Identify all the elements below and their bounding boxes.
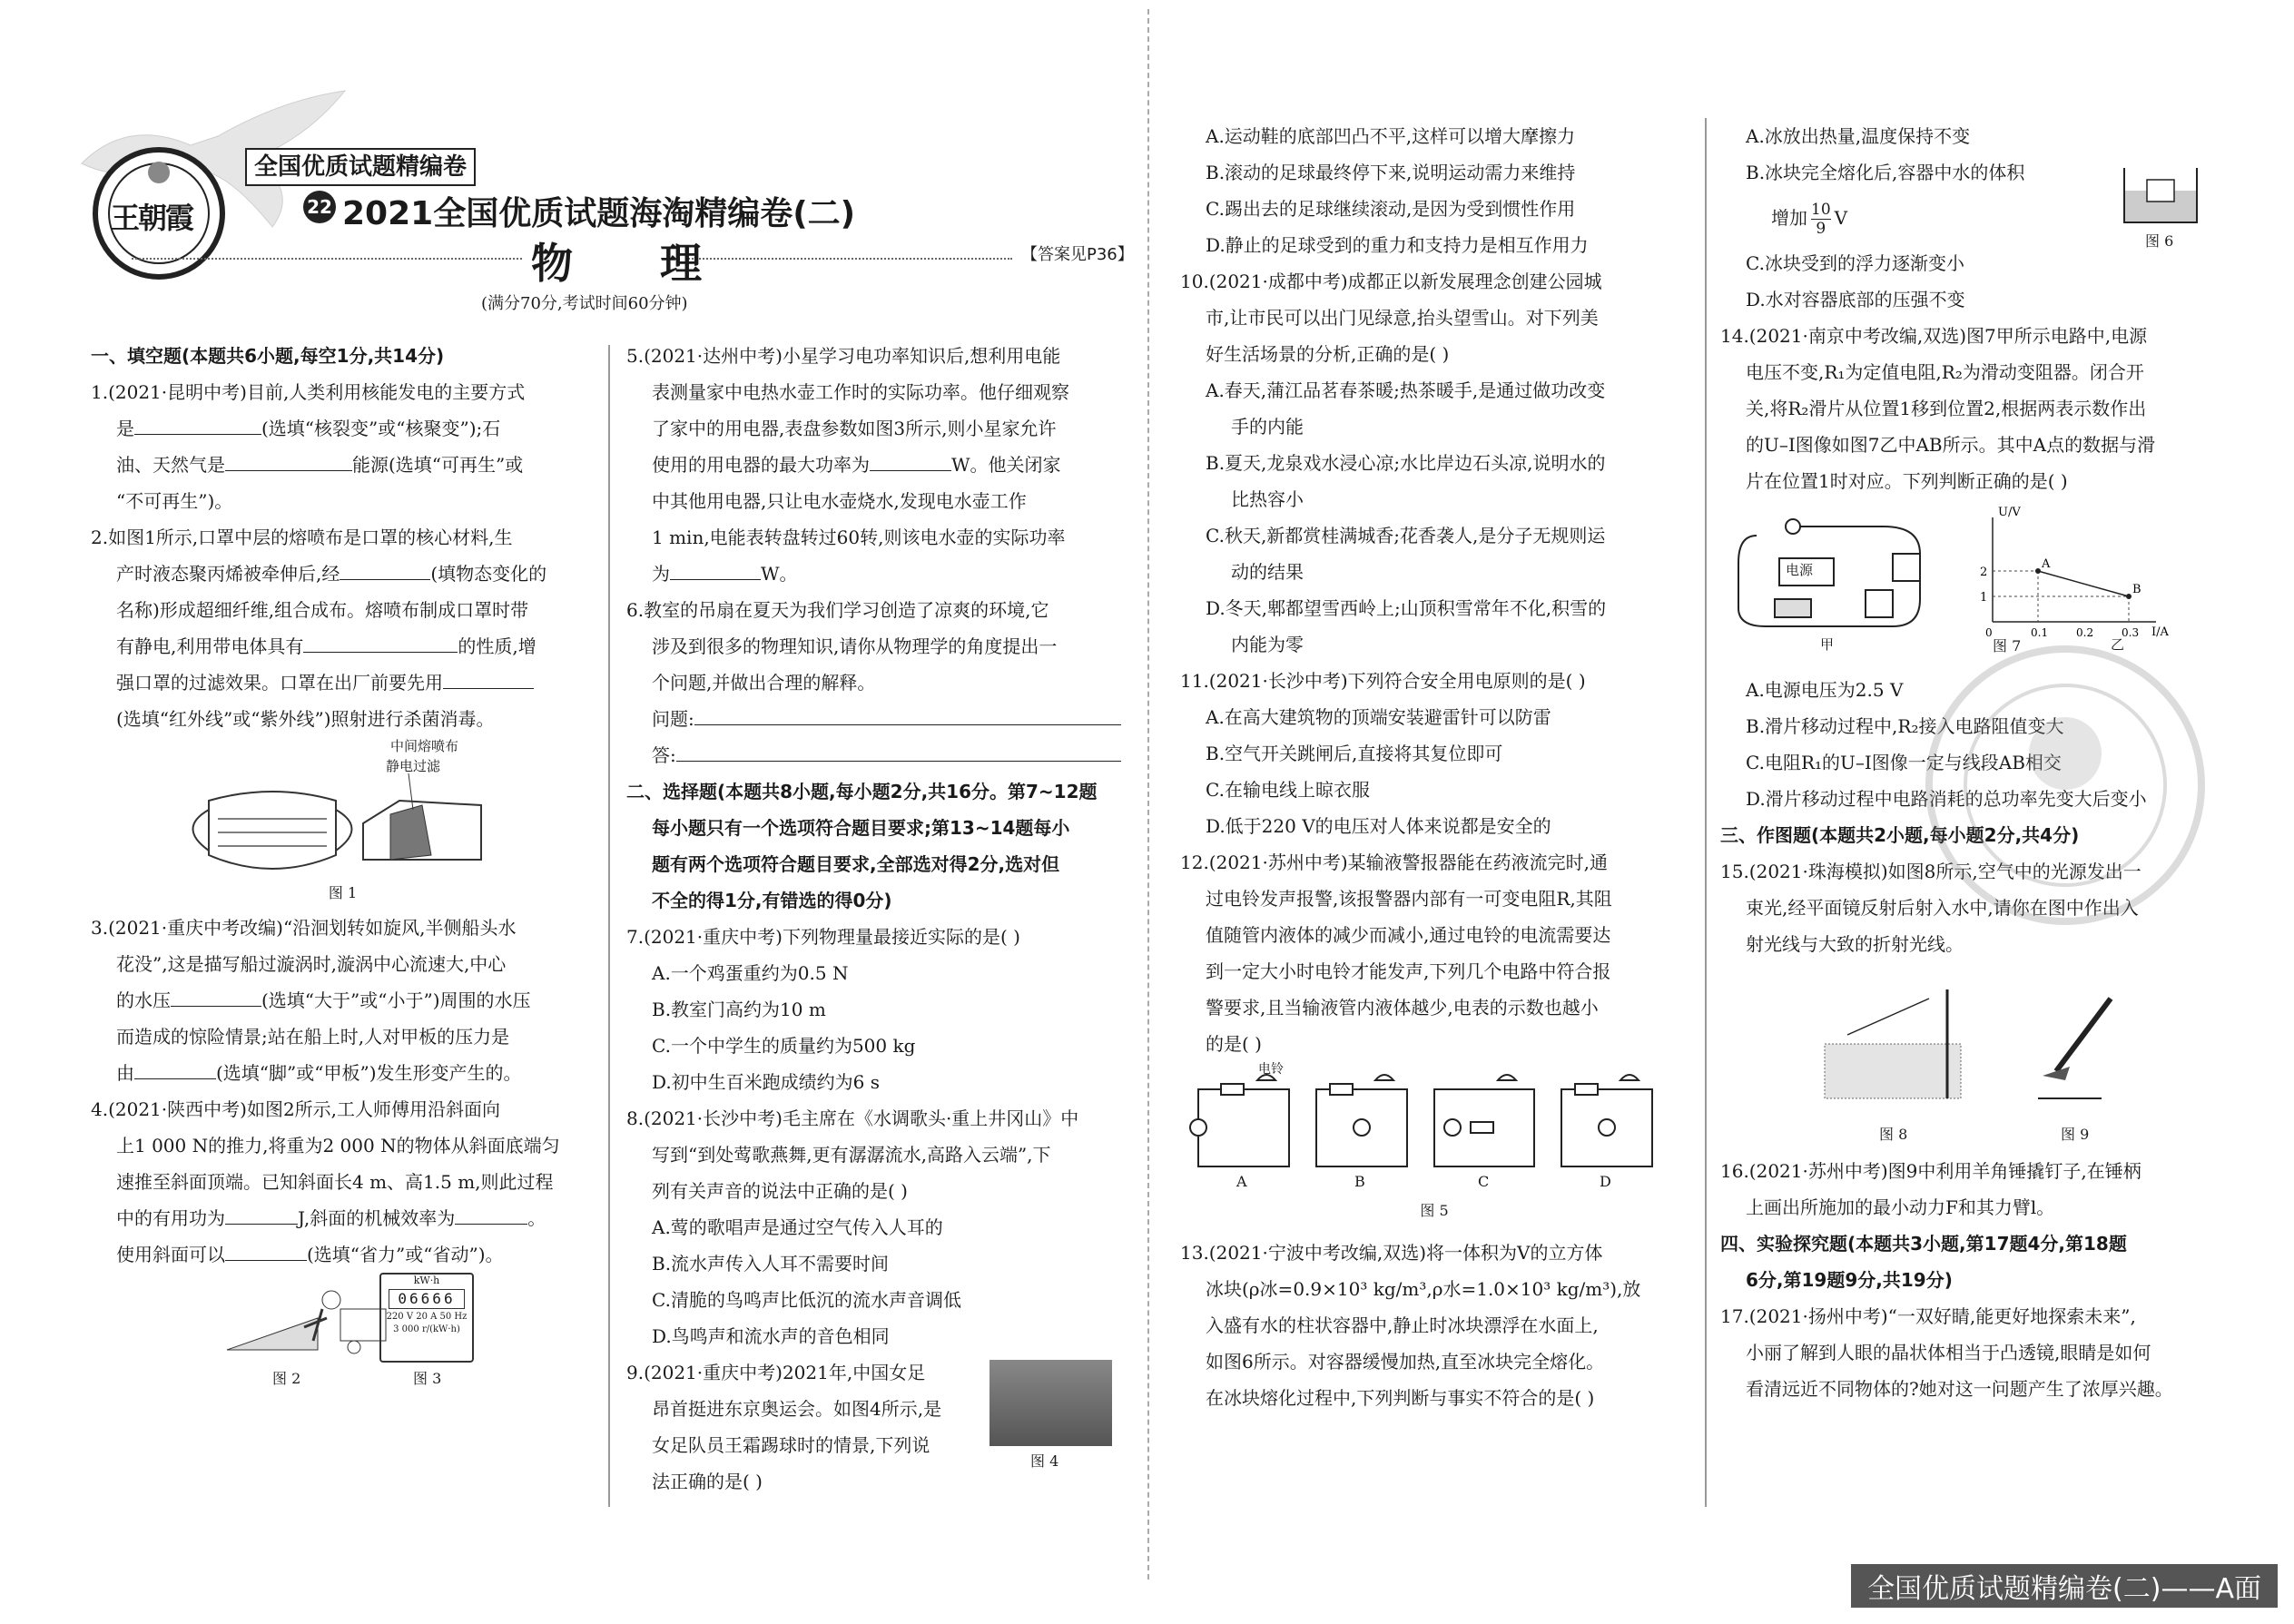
q11-option-b: B.空气开关跳闸后,直接将其复位即可 [1206,743,1503,764]
q3-line1: 3.(2021·重庆中考改编)“沿洄划转如旋风,半侧船头水 [91,917,517,939]
q14-option-d: D.滑片移动过程中电路消耗的总功率先变大后变小 [1746,788,2147,810]
x-tick-3: 0.3 [2122,626,2140,639]
q12-line6: 的是( ) [1206,1033,1262,1055]
page-footer: 全国优质试题精编卷(二)——A面 [1851,1564,2278,1608]
circuit-diagrams [1180,1062,1689,1198]
q1-line3: 油、天然气是 能源(选填“可再生”或 [91,447,595,483]
q10-line1: 10.(2021·成都中考)成都正以新发展理念创建公园城 [1180,271,1602,292]
mirror-hammer-figures [1720,962,2229,1126]
q7-option-d: D.初中生百米跑成绩约为6 s [652,1071,881,1093]
fig8-caption: 图 8 [1879,1126,1908,1143]
q3-line4: 而造成的惊险情景;站在船上时,人对甲板的压力是 [116,1026,510,1048]
meter-rate: 3 000 r/(kW·h) [393,1324,460,1334]
q7-option-b: B.教室门高约为10 m [652,999,826,1020]
q5-line5: 中其他用电器,只让电水壶烧水,发现电水壶工作 [652,490,1027,512]
fig2-caption: 图 2 [272,1370,301,1387]
ui-graph-chart [1965,499,2174,645]
x-tick-0: 0 [1985,626,1993,639]
q17-line1: 17.(2021·扬州中考)“一双好睛,能更好地探索未来”, [1720,1305,2136,1327]
q15-line1: 15.(2021·珠海模拟)如图8所示,空气中的光源发出一 [1720,861,2141,882]
q15-line2: 束光,经平面镜反射后射入水中,请你在图中作出入 [1746,897,2139,919]
logo-text: 王朝霞 [111,201,193,235]
q9-block [626,1354,1130,1500]
q5-line3: 了家中的用电器,表盘参数如图3所示,则小星家允许 [652,418,1057,439]
figures-2-3 [91,1273,595,1391]
soccer-photo [989,1360,1112,1446]
q14-line4: 的U–I图像如图7乙中AB所示。其中A点的数据与滑 [1746,434,2156,456]
series-title: 全国优质试题精编卷 [254,153,468,181]
section-4-heading-2: 6分,第19题9分,共19分) [1746,1269,1953,1291]
q14-line1: 14.(2021·南京中考改编,双选)图7甲所示电路中,电源 [1720,325,2148,347]
q1-line4: “不可再生”)。 [116,490,233,512]
q10-line2: 市,让市民可以出门见绿意,抬头望雪山。对下列美 [1206,307,1599,329]
x-axis-label: I/A [2151,625,2169,639]
q3-line2: 花没”,这是描写船过漩涡时,漩涡中心流速大,中心 [116,953,507,975]
q11-option-a: A.在高大建筑物的顶端安装避雷针可以防雷 [1206,706,1551,728]
fig5-label-c: C [1478,1173,1490,1190]
figure-1 [91,737,595,910]
fig7-power-label: 电源 [1786,562,1814,578]
fig5-label-d: D [1600,1173,1611,1190]
q13-line5: 在冰块熔化过程中,下列判断与事实不符合的是( ) [1206,1387,1595,1409]
q2-line3: 名称)形成超细纤维,组合成布。熔喷布制成口罩时带 [116,599,529,621]
q13-option-b1: B.冰块完全熔化后,容器中水的体积 [1746,162,2025,183]
watermark-stamp [1915,635,2215,935]
electric-meter [379,1273,474,1363]
q2-line2: 产时液态聚丙烯被牵伸后,经 (填物态变化的 [91,556,595,592]
y-axis-label: U/V [1998,506,2021,519]
answer-reference: 【答案见P36】 [1021,245,1134,264]
q13-option-d: D.水对容器底部的压强不变 [1746,289,1965,310]
y-tick-2: 2 [1980,566,1988,579]
fig3-caption: 图 3 [413,1370,442,1387]
meter-digits: 06666 [389,1289,465,1309]
q4-line3: 速推至斜面顶端。已知斜面长4 m、高1.5 m,则此过程 [116,1171,554,1193]
q6-line2: 涉及到很多的物理知识,请你从物理学的角度提出一 [652,635,1058,657]
q13-line1: 13.(2021·宁波中考改编,双选)将一体积为V的立方体 [1180,1242,1603,1264]
column-3 [1180,118,1689,1416]
fig5-label-a: A [1236,1173,1247,1190]
figures-8-9 [1720,962,2229,1153]
column-divider-1 [608,345,610,1507]
q13-option-a: A.冰放出热量,温度保持不变 [1746,125,1971,147]
q5-line6: 1 min,电能表转盘转过60转,则该电水壶的实际功率 [652,527,1066,548]
fig5-caption: 图 5 [1420,1202,1449,1219]
q9-line2: 昂首挺进东京奥运会。如图4所示,是 [652,1398,942,1420]
q14-option-a: A.电源电压为2.5 V [1746,679,1904,701]
q2-line5: 强口罩的过滤效果。口罩在出厂前要先用 [91,664,595,701]
meter-unit: kW·h [413,1275,440,1286]
section-2-heading-2: 每小题只有一个选项符合题目要求;第13~14题每小 [652,817,1070,839]
q13-option-c: C.冰块受到的浮力逐渐变小 [1746,252,1964,274]
section-2-heading-4: 不全的得1分,有错选的得0分) [652,890,892,911]
fig5-label-b: B [1354,1173,1365,1190]
q8-line2: 写到“到处莺歌燕舞,更有潺潺流水,高路入云端”,下 [652,1144,1051,1166]
q9-option-b: B.滚动的足球最终停下来,说明运动需力来维持 [1206,162,1576,183]
q5-line2: 表测量家中电热水壶工作时的实际功率。他仔细观察 [652,381,1069,403]
q10-option-b1: B.夏天,龙泉戏水浸心凉;水比岸边石头凉,说明水的 [1206,452,1606,474]
q9-line3: 女足队员王霜踢球时的情景,下列说 [652,1434,930,1456]
mask-illustration [91,737,595,882]
q10-option-c2: 动的结果 [1231,561,1304,583]
q15-line3: 射光线与大致的折射光线。 [1746,933,1964,955]
point-a-label: A [2042,557,2051,571]
q11-option-d: D.低于220 V的电压对人体来说都是安全的 [1206,815,1551,837]
section-3-heading: 三、作图题(本题共2小题,每小题2分,共4分) [1720,824,2080,846]
fig9-caption: 图 9 [2061,1126,2090,1143]
q14-line2: 电压不变,R₁为定值电阻,R₂为滑动变阻器。闭合开 [1746,361,2144,383]
column-divider-2 [1705,118,1707,1507]
point-a [2035,568,2041,574]
q10-option-d2: 内能为零 [1231,634,1304,655]
q9-line4: 法正确的是( ) [652,1471,763,1492]
brand-logo [91,145,227,281]
q7-option-a: A.一个鸡蛋重约为0.5 N [652,962,849,984]
q14-line5: 片在位置1时对应。下列判断正确的是( ) [1746,470,2068,492]
q10-option-c1: C.秋天,新都赏桂满城香;花香袭人,是分子无规则运 [1206,525,1606,546]
column-2 [626,338,1130,1500]
q5-line1: 5.(2021·达州中考)小星学习电功率知识后,想利用电能 [626,345,1061,367]
q6-question-line: 问题: [626,701,1130,737]
q12-line4: 到一定大小时电铃才能发声,下列几个电路中符合报 [1206,960,1611,982]
fig7-caption: 图 7 [1993,637,2022,655]
q5-line4: 使用的用电器的最大功率为 W。他关闭家 [626,447,1130,483]
q8-option-c: C.清脆的鸟鸣声比低沉的流水声音调低 [652,1289,961,1311]
section-2-heading-3: 题有两个选项符合题目要求,全部选对得2分,选对但 [652,853,1060,875]
bell-label: 电铃 [1258,1062,1284,1077]
container-ice-figure [2120,163,2201,227]
q12-line1: 12.(2021·苏州中考)某输液警报器能在药液流完时,通 [1180,851,1609,873]
q1-line2: 是 (选填“核裂变”或“核聚变”);石 [91,410,595,447]
fig6-caption: 图 6 [2145,232,2174,250]
q1-line1: 1.(2021·昆明中考)目前,人类利用核能发电的主要方式 [91,381,526,403]
q10-option-a1: A.春天,蒲江品茗春茶暖;热茶暖手,是通过做功改变 [1206,379,1606,401]
page-fold-line [1147,9,1149,1580]
q8-option-b: B.流水声传入人耳不需要时间 [652,1253,890,1275]
q11-option-c: C.在输电线上晾衣服 [1206,779,1370,801]
q3-line3: 的水压 (选填“大于”或“小于”)周围的水压 [91,982,595,1019]
q8-option-a: A.莺的歌唱声是通过空气传入人耳的 [652,1216,943,1238]
q10-option-d1: D.冬天,郫都望雪西岭上;山顶积雪常年不化,积雪的 [1206,597,1607,619]
point-b-label: B [2132,583,2141,596]
fig4-caption: 图 4 [1030,1452,1059,1470]
q5-line7: 为 W。 [626,556,1130,592]
q14-option-c: C.电阻R₁的U–I图像一定与线段AB相交 [1746,752,2062,773]
q13-option-b2: 增加 $\frac{10}{9}$ V [1771,201,1848,238]
q16-line1: 16.(2021·苏州中考)图9中利用羊角锤撬钉子,在锤柄 [1720,1160,2141,1182]
fig1-label-2: 静电过滤 [386,758,441,774]
y-tick-1: 1 [1980,591,1988,605]
section-4-heading-1: 四、实验探究题(本题共3小题,第17题4分,第18题 [1720,1233,2127,1255]
subject-title: 物 理 [531,239,739,288]
q8-option-d: D.鸟鸣声和流水声的音色相同 [652,1325,890,1347]
q8-line1: 8.(2021·长沙中考)毛主席在《水调歌头·重上井冈山》中 [626,1107,1079,1129]
q8-line3: 列有关声音的说法中正确的是( ) [652,1180,908,1202]
q11-stem: 11.(2021·长沙中考)下列符合安全用电原则的是( ) [1180,670,1586,692]
point-b [2126,594,2132,599]
q14-line3: 关,将R₂滑片从位置1移到位置2,根据两表示数作出 [1746,398,2147,419]
column-1 [91,338,595,1391]
q9-option-a: A.运动鞋的底部凹凸不平,这样可以增大摩擦力 [1206,125,1576,147]
q2-line6: (选填“红外线”或“紫外线”)照射进行杀菌消毒。 [116,708,495,730]
q6-line1: 6.教室的吊扇在夏天为我们学习创造了凉爽的环境,它 [626,599,1049,621]
q6-answer-line: 答: [626,737,1130,773]
q3-line5: 由 (选填“脚”或“甲板”)发生形变产生的。 [91,1055,595,1091]
q12-line5: 警要求,且当输液管内液体越少,电表的示数也越小 [1206,997,1599,1019]
segment-ab [2038,571,2129,596]
q13-line3: 入盛有水的柱状容器中,静止时冰块漂浮在水面上, [1206,1314,1599,1336]
fig7-yi-label: 乙 [2111,636,2125,653]
q10-option-a2: 手的内能 [1231,416,1304,438]
x-tick-1: 0.1 [2031,626,2049,639]
figure-5 [1180,1062,1689,1235]
q4-line5: 使用斜面可以 (选填“省力”或“省动”)。 [91,1236,595,1273]
q4-line4: 中的有用功为 J,斜面的机械效率为 。 [91,1200,595,1236]
q10-option-b2: 比热容小 [1231,488,1304,510]
q12-line3: 值随管内液体的减少而减小,通过电铃的电流需要达 [1206,924,1611,946]
q13-options-block [1720,118,2229,318]
x-tick-2: 0.2 [2076,626,2094,639]
section-1-heading: 一、填空题(本题共6小题,每空1分,共14分) [91,345,445,367]
q7-stem: 7.(2021·重庆中考)下列物理量最接近实际的是( ) [626,926,1020,948]
title-rule-left [132,258,522,260]
q4-line2: 上1 000 N的推力,将重为2 000 N的物体从斜面底端匀 [116,1135,560,1156]
q9-option-c: C.踢出去的足球继续滚动,是因为受到惯性作用 [1206,198,1576,220]
fig7-jia-label: 甲 [1820,636,1835,653]
q2-line1: 2.如图1所示,口罩中层的熔喷布是口罩的核心材料,生 [91,527,513,548]
q12-line2: 过电铃发声报警,该报警器内部有一可变电阻R,其阻 [1206,888,1612,910]
incline-worker-illustration [91,1273,595,1363]
page-title: 2021全国优质试题海淘精编卷(二) [342,195,856,232]
section-2-heading-1: 二、选择题(本题共8小题,每小题2分,共16分。第7~12题 [626,781,1098,802]
q17-line2: 小丽了解到人眼的晶状体相当于凸透镜,眼睛是如何 [1746,1342,2151,1363]
exam-note: (满分70分,考试时间60分钟) [481,294,688,313]
volume-badge: 22 [303,191,336,223]
q13-line2: 冰块(ρ冰=0.9×10³ kg/m³,ρ水=1.0×10³ kg/m³),放 [1206,1278,1641,1300]
q13-line4: 如图6所示。对容器缓慢加热,直至冰块完全熔化。 [1206,1351,1605,1373]
q17-line3: 看清远近不同物体的?她对这一问题产生了浓厚兴趣。 [1746,1378,2173,1400]
fig1-label-1: 中间熔喷布 [390,738,459,754]
q9-line1: 9.(2021·重庆中考)2021年,中国女足 [626,1362,926,1383]
q7-option-c: C.一个中学生的质量约为500 kg [652,1035,916,1057]
series-banner [245,148,476,186]
q4-line1: 4.(2021·陕西中考)如图2所示,工人师傅用沿斜面向 [91,1098,501,1120]
meter-spec: 220 V 20 A 50 Hz [386,1312,468,1322]
q14-option-b: B.滑片移动过程中,R₂接入电路阻值变大 [1746,715,2064,737]
q16-line2: 上画出所施加的最小动力F和其力臂l。 [1746,1196,2055,1218]
fig1-caption: 图 1 [328,884,358,901]
q10-line3: 好生活场景的分析,正确的是( ) [1206,343,1450,365]
q9-option-d: D.静止的足球受到的重力和支持力是相互作用力 [1206,234,1589,256]
q2-line4: 有静电,利用带电体具有 的性质,增 [91,628,595,664]
q6-line3: 个问题,并做出合理的解释。 [652,672,876,694]
